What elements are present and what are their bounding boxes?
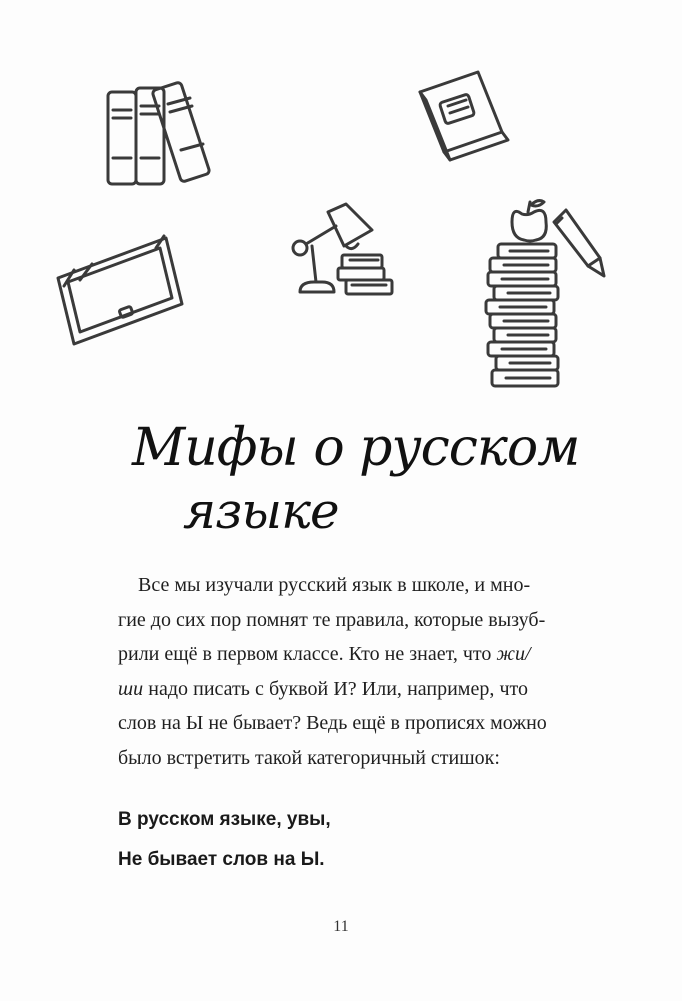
intro-paragraph <box>118 568 547 775</box>
apple-icon <box>512 201 546 241</box>
poem <box>118 800 518 880</box>
paragraph-line <box>118 637 531 672</box>
notebook-icon <box>420 72 508 160</box>
paragraph-line-text: рили ещё в первом классе. Кто не знает, что <box>118 643 492 665</box>
poem-line: В русском языке, увы, <box>118 809 331 830</box>
chalkboard-icon <box>58 236 182 344</box>
paragraph-line-text: надо писать с буквой И? Или, например, что <box>148 677 528 700</box>
italic-term: ши <box>118 677 144 700</box>
illustrations <box>0 0 682 400</box>
paragraph-line-text: Все мы изучали русский язык в школе, и мно- <box>138 574 531 596</box>
book-stack-icon <box>338 255 392 294</box>
paragraph-line: было встретить такой категоричный стишок: <box>118 746 500 769</box>
chapter-title-line-2: языке <box>183 482 339 540</box>
italic-term: жи/ <box>496 643 531 665</box>
chapter-title <box>0 408 682 558</box>
paragraph-line <box>118 568 531 603</box>
pencil-icon <box>554 210 604 276</box>
binders-icon <box>108 82 210 184</box>
paragraph-line <box>118 672 528 707</box>
paragraph-line: гие до сих пор помнят те правила, которые вызуб- <box>118 608 546 631</box>
page-number: 11 <box>333 918 349 935</box>
poem-line: Не бывает слов на Ы. <box>118 849 325 870</box>
book-stack-icon <box>486 244 558 386</box>
paragraph-line: слов на Ы не бывает? Ведь ещё в прописях можно <box>118 712 547 734</box>
chapter-title-line-1: Мифы о русском <box>132 418 580 478</box>
